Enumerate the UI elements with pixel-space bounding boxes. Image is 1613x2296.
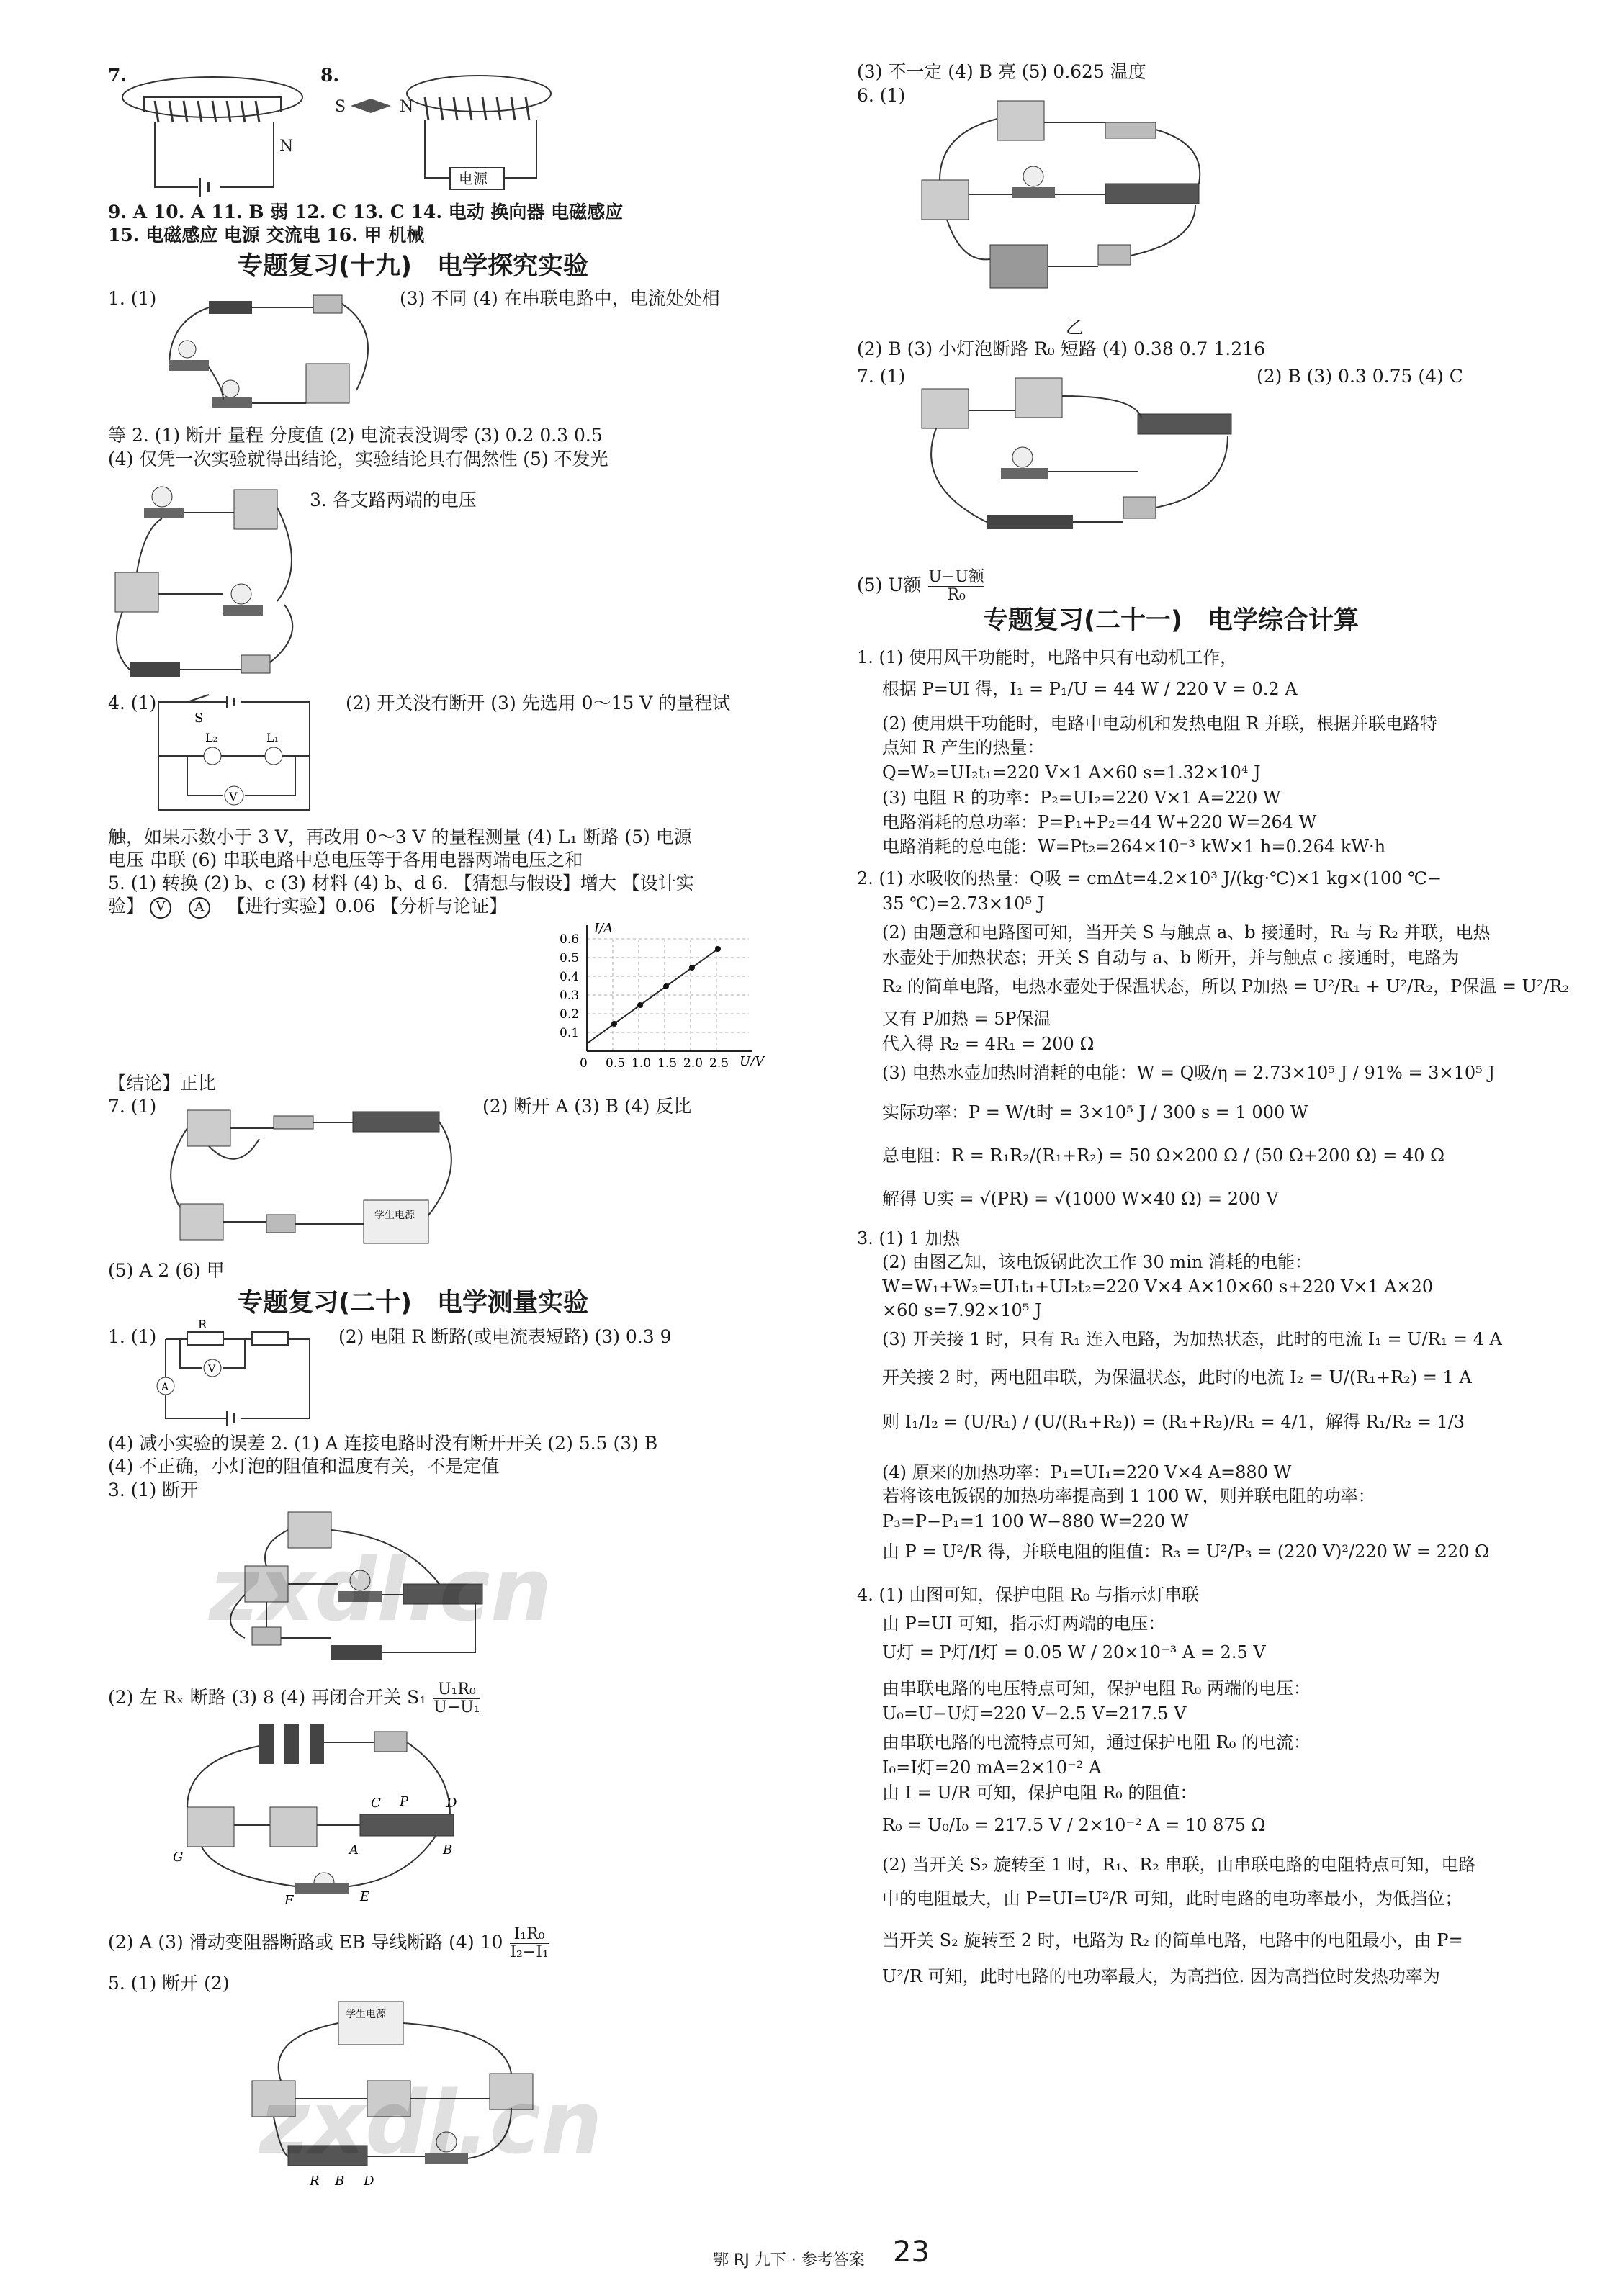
q8-number: 8.: [320, 65, 340, 86]
figure-yi-label: 乙: [1066, 317, 1084, 338]
svg-text:L₁: L₁: [266, 731, 279, 744]
x-axis-label: U/V: [740, 1054, 765, 1069]
svg-text:B: B: [335, 2174, 345, 2189]
svg-text:P: P: [400, 1794, 409, 1809]
page-number: 23: [893, 2236, 930, 2269]
sec21-line: (2) 当开关 S₂ 旋转至 1 时，R₁、R₂ 串联，由串联电路的电阻特点可知，电路: [882, 1855, 1476, 1875]
watermark-1: zxdl.cn: [209, 1541, 552, 1641]
sec21-line: 由 P=UI 可知，指示灯两端的电压：: [882, 1613, 1166, 1634]
svg-text:D: D: [364, 2174, 374, 2189]
sec21-line: (3) 电阻 R 的功率：P₂=UI₂=220 V×1 A=220 W: [882, 788, 1281, 808]
sec21-line: 又有 P加热 = 5P保温: [882, 1009, 1051, 1029]
y-axis-label: I/A: [594, 921, 614, 936]
sec19-q1-continued: 等 2. (1) 断开 量程 分度值 (2) 电流表没调零 (3) 0.2 0.3 0.5: [108, 425, 603, 446]
sec21-line: 4. (1) 由图可知，保护电阻 R₀ 与指示灯串联: [857, 1585, 1200, 1605]
sec19-q7-answer: (2) 断开 A (3) B (4) 反比: [482, 1096, 692, 1117]
section-20-title: 专题复习(二十) 电学测量实验: [238, 1289, 588, 1318]
sec20-q3-fraction: $\frac{\text{U₁R₀}}{\text{U−U₁}}$: [433, 1680, 480, 1716]
q7-answers: (2) B (3) 0.3 0.75 (4) C: [1257, 366, 1463, 387]
svg-text:V: V: [229, 790, 238, 803]
svg-text:C: C: [371, 1796, 381, 1811]
sec20-q5-label: 5. (1) 断开 (2): [108, 1973, 230, 1994]
svg-text:R: R: [198, 1318, 207, 1331]
x-tick-label: 0.5: [606, 1056, 626, 1071]
sec19-q1-answer: (3) 不同 (4) 在串联电路中，电流处处相: [400, 288, 720, 309]
sec21-line: 由 P = U²/R 得，并联电阻的阻值：R₃ = U²/P₃ = (220 V)²/220 W = 220 Ω: [882, 1541, 1489, 1562]
graph-grid: [587, 939, 749, 1051]
sec19-q7-continued: (5) A 2 (6) 甲: [108, 1260, 225, 1281]
svg-text:G: G: [173, 1850, 184, 1865]
psu-label-2: 学生电源: [346, 2009, 386, 2020]
x-tick-label: 1.0: [632, 1056, 652, 1071]
pole-n-label: N: [279, 138, 294, 156]
section-21-title: 专题复习(二十一) 电学综合计算: [983, 606, 1359, 635]
experiment-result-label: 【进行实验】0.06 【分析与论证】: [227, 896, 508, 917]
circuit-figure-19-7: [158, 1096, 468, 1258]
svg-text:R: R: [310, 2174, 320, 2189]
ammeter-symbol: A: [189, 897, 210, 919]
sec19-q4-continued: 触，如果示数小于 3 V，再改用 0～3 V 的量程测量 (4) L₁ 断路 (5) 电源: [108, 827, 692, 847]
sec21-line: 3. (1) 1 加热: [857, 1228, 961, 1248]
q6-answers: (2) B (3) 小灯泡断路 R₀ 短路 (4) 0.38 0.7 1.216: [857, 338, 1265, 359]
sec21-line: 电路消耗的总功率：P=P₁+P₂=44 W+220 W=264 W: [882, 812, 1317, 832]
x-tick-label: 2.0: [683, 1056, 704, 1071]
circuit-figure-19-3: [108, 479, 310, 688]
sec21-line: 35 ℃)=2.73×10⁵ J: [882, 893, 1045, 914]
proportional-line: [588, 949, 718, 1043]
footer-book-label: 鄂 RJ 九下 · 参考答案: [713, 2251, 865, 2269]
sec21-line: 解得 U实 = √(PR) = √(1000 W×40 Ω) = 200 V: [882, 1189, 1279, 1209]
sec20-q3-answer: [108, 1681, 482, 1716]
sec19-q5-design-line: [108, 896, 507, 919]
circuit-figure-6: [911, 94, 1235, 310]
sec21-line: 开关接 2 时，两电阻串联，为保温状态，此时的电流 I₂ = U/(R₁+R₂) = 1 A: [882, 1367, 1472, 1387]
data-point: [611, 1021, 617, 1027]
sec20-q4-text: (2) A (3) 滑动变阻器断路或 EB 导线断路 (4) 10: [108, 1932, 503, 1953]
watermark-2: zxdl.cn: [259, 2074, 603, 2174]
sec21-line: R₂ 的简单电路，电热水壶处于保温状态，所以 P加热 = U²/R₁ + U²/R₂，P保温 = U²/R₂: [882, 976, 1570, 996]
sec21-line: (3) 开关接 1 时，只有 R₁ 连入电路，为加热状态，此时的电流 I₁ = U/R₁ = 4 A: [882, 1329, 1502, 1349]
sec21-line: 由 I = U/R 可知，保护电阻 R₀ 的阻值：: [882, 1783, 1198, 1803]
iu-graph: [536, 922, 774, 1073]
sec21-line: 2. (1) 水吸收的热量：Q吸 = cmΔt=4.2×10³ J/(kg·℃)×1 kg×(100 ℃−: [857, 868, 1442, 888]
sec20-q1-continued: (4) 减小实验的误差 2. (1) A 连接电路时没有断开开关 (2) 5.5 (3) B: [108, 1433, 658, 1454]
circuit-figure-20-4: [158, 1721, 497, 1915]
sec20-q1-label: 1. (1): [108, 1326, 157, 1347]
sec21-line: Q=W₂=UI₂t₁=220 V×1 A×60 s=1.32×10⁴ J: [882, 762, 1261, 783]
sec20-q4-fraction: $\frac{\text{I₁R₀}}{\text{I₂−I₁}}$: [510, 1925, 549, 1961]
q7-number: 7.: [108, 65, 127, 86]
circuit-figure-19-4: [144, 695, 324, 817]
sec19-q4-answer: (2) 开关没有断开 (3) 先选用 0～15 V 的量程试: [346, 693, 731, 713]
circuit-figure-7: [907, 374, 1246, 544]
sec21-line: (2) 由题意和电路图可知，当开关 S 与触点 a、b 接通时，R₁ 与 R₂ 并联，电热: [882, 922, 1491, 942]
sec20-q1-continued-2: (4) 不正确，小灯泡的阻值和温度有关，不是定值: [108, 1456, 500, 1477]
sec19-q4-label: 4. (1): [108, 693, 157, 713]
sec21-line: ×60 s=7.92×10⁵ J: [882, 1300, 1042, 1320]
sec21-line: 根据 P=UI 得，I₁ = P₁/U = 44 W / 220 V = 0.2 A: [882, 679, 1298, 699]
sec19-conclusion: 【结论】正比: [108, 1073, 217, 1094]
svg-text:V: V: [208, 1364, 216, 1375]
svg-text:E: E: [360, 1889, 370, 1904]
x-tick-label: 1.5: [657, 1056, 678, 1071]
sec21-line: (2) 使用烘干功能时，电路中电动机和发热电阻 R 并联，根据并联电路特: [882, 713, 1437, 734]
y-tick-label: 0.3: [560, 989, 580, 1003]
data-point: [663, 983, 669, 989]
x-tick-label: 0: [580, 1056, 588, 1071]
sec21-line: I₀=I灯=20 mA=2×10⁻² A: [882, 1757, 1102, 1778]
sec21-line: U灯 = P灯/I灯 = 0.05 W / 20×10⁻³ A = 2.5 V: [882, 1642, 1266, 1662]
design-experiment-label: 验】: [108, 896, 145, 917]
sec21-line: 水壶处于加热状态；开关 S 自动与 a、b 断开，并与触点 c 接通时，电路为: [882, 947, 1460, 968]
prev-answers-line: (3) 不一定 (4) B 亮 (5) 0.625 温度: [857, 61, 1146, 82]
y-tick-label: 0.6: [560, 932, 580, 947]
svg-text:A: A: [349, 1842, 359, 1858]
sec21-line: 若将该电饭锅的加热功率提高到 1 100 W，则并联电阻的功率：: [882, 1486, 1375, 1506]
q7-part5: [857, 569, 986, 604]
svg-text:L₂: L₂: [205, 731, 218, 744]
data-point: [689, 965, 695, 971]
circuit-figure-20-1: [151, 1318, 317, 1422]
solenoid-figure-8: [335, 68, 558, 194]
sec21-line: 总电阻：R = R₁R₂/(R₁+R₂) = 50 Ω×200 Ω / (50 Ω+200 Ω) = 40 Ω: [882, 1145, 1445, 1166]
sec19-q4-continued-2: 电压 串联 (6) 串联电路中总电压等于各用电器两端电压之和: [108, 850, 583, 870]
svg-text:B: B: [443, 1842, 453, 1858]
sec20-q3-text: (2) 左 Rₓ 断路 (3) 8 (4) 再闭合开关 S₁: [108, 1687, 427, 1708]
sec19-q5-answer: 5. (1) 转换 (2) b、c (3) 材料 (4) b、d 6. 【猜想与假设】增大 【设计实: [108, 873, 694, 893]
power-source-label: 电源: [459, 170, 488, 187]
sec21-line: 由串联电路的电流特点可知，通过保护电阻 R₀ 的电流：: [882, 1732, 1311, 1752]
sec21-line: 由串联电路的电压特点可知，保护电阻 R₀ 两端的电压：: [882, 1678, 1311, 1698]
svg-text:N: N: [400, 98, 414, 116]
y-tick-label: 0.1: [560, 1026, 580, 1040]
section-19-title: 专题复习(十九) 电学探究实验: [238, 252, 588, 281]
q7-part5-fraction: U−U额 R₀: [928, 568, 984, 604]
y-tick-label: 0.4: [560, 970, 580, 984]
q6-label: 6. (1): [857, 85, 906, 106]
answers-9-14: 9. A 10. A 11. B 弱 12. C 13. C 14. 电动 换向器 电磁感应: [108, 202, 624, 222]
sec21-line: 实际功率：P = W/t时 = 3×10⁵ J / 300 s = 1 000 W: [882, 1102, 1308, 1122]
q7-part5-text: (5) U额: [857, 575, 922, 595]
sec19-q1-label: 1. (1): [108, 288, 157, 309]
sec19-q7-label: 7. (1): [108, 1096, 157, 1117]
y-tick-label: 0.2: [560, 1007, 580, 1022]
sec21-line: (3) 电热水壶加热时消耗的电能：W = Q吸/η = 2.73×10⁵ J / 91% = 3×10⁵ J: [882, 1063, 1495, 1083]
sec21-line: (4) 原来的加热功率：P₁=UI₁=220 V×4 A=880 W: [882, 1462, 1292, 1482]
sec20-q1-answer: (2) 电阻 R 断路(或电流表短路) (3) 0.3 9: [338, 1326, 672, 1347]
svg-text:F: F: [284, 1893, 294, 1908]
svg-text:S: S: [194, 711, 204, 726]
sec21-line: 则 I₁/I₂ = (U/R₁) / (U/(R₁+R₂)) = (R₁+R₂)/R₁ = 4/1，解得 R₁/R₂ = 1/3: [882, 1412, 1465, 1432]
x-tick-label: 2.5: [709, 1056, 729, 1071]
q7-label: 7. (1): [857, 366, 906, 387]
sec21-line: W=W₁+W₂=UI₁t₁+UI₂t₂=220 V×4 A×10×60 s+220 V×1 A×20: [882, 1277, 1434, 1297]
sec20-q3-label: 3. (1) 断开: [108, 1480, 199, 1500]
svg-text:A: A: [161, 1382, 169, 1393]
sec21-line: 1. (1) 使用风干功能时，电路中只有电动机工作，: [857, 647, 1238, 667]
sec20-q4-answer: [108, 1926, 550, 1961]
y-tick-label: 0.5: [560, 951, 580, 965]
sec21-line: R₀ = U₀/I₀ = 217.5 V / 2×10⁻² A = 10 875 Ω: [882, 1815, 1266, 1835]
data-point: [637, 1002, 643, 1008]
sec19-q3-answer: 3. 各支路两端的电压: [310, 490, 477, 510]
sec21-line: 代入得 R₂ = 4R₁ = 200 Ω: [882, 1034, 1095, 1054]
sec21-line: 当开关 S₂ 旋转至 2 时，电路为 R₂ 的简单电路，电路中的电阻最小，由 P=: [882, 1930, 1463, 1950]
circuit-figure-19-1: [151, 288, 389, 414]
sec21-line: 点知 R 产生的热量：: [882, 737, 1045, 757]
sec21-line: 电路消耗的总电能：W=Pt₂=264×10⁻³ kW×1 h=0.264 kW·h: [882, 837, 1386, 857]
answers-15-16: 15. 电磁感应 电源 交流电 16. 甲 机械: [108, 225, 425, 246]
psu-label: 学生电源: [374, 1210, 415, 1221]
sec21-line: P₃=P−P₁=1 100 W−880 W=220 W: [882, 1511, 1189, 1531]
solenoid-figure-7: [115, 68, 310, 194]
voltmeter-symbol: V: [150, 897, 171, 919]
sec21-line: U₀=U−U灯=220 V−2.5 V=217.5 V: [882, 1703, 1187, 1724]
sec21-line: 中的电阻最大，由 P=UI=U²/R 可知，此时电路的电功率最小，为低挡位；: [882, 1888, 1463, 1909]
sec21-line: U²/R 可知，此时电路的电功率最大，为高挡位. 因为高挡位时发热功率为: [882, 1966, 1440, 1986]
svg-text:D: D: [446, 1796, 457, 1811]
sec19-q1-continued-2: (4) 仅凭一次实验就得出结论，实验结论具有偶然性 (5) 不发光: [108, 449, 608, 469]
svg-text:S: S: [335, 98, 346, 116]
data-point: [715, 946, 721, 952]
sec21-line: (2) 由图乙知，该电饭锅此次工作 30 min 消耗的电能：: [882, 1252, 1312, 1272]
